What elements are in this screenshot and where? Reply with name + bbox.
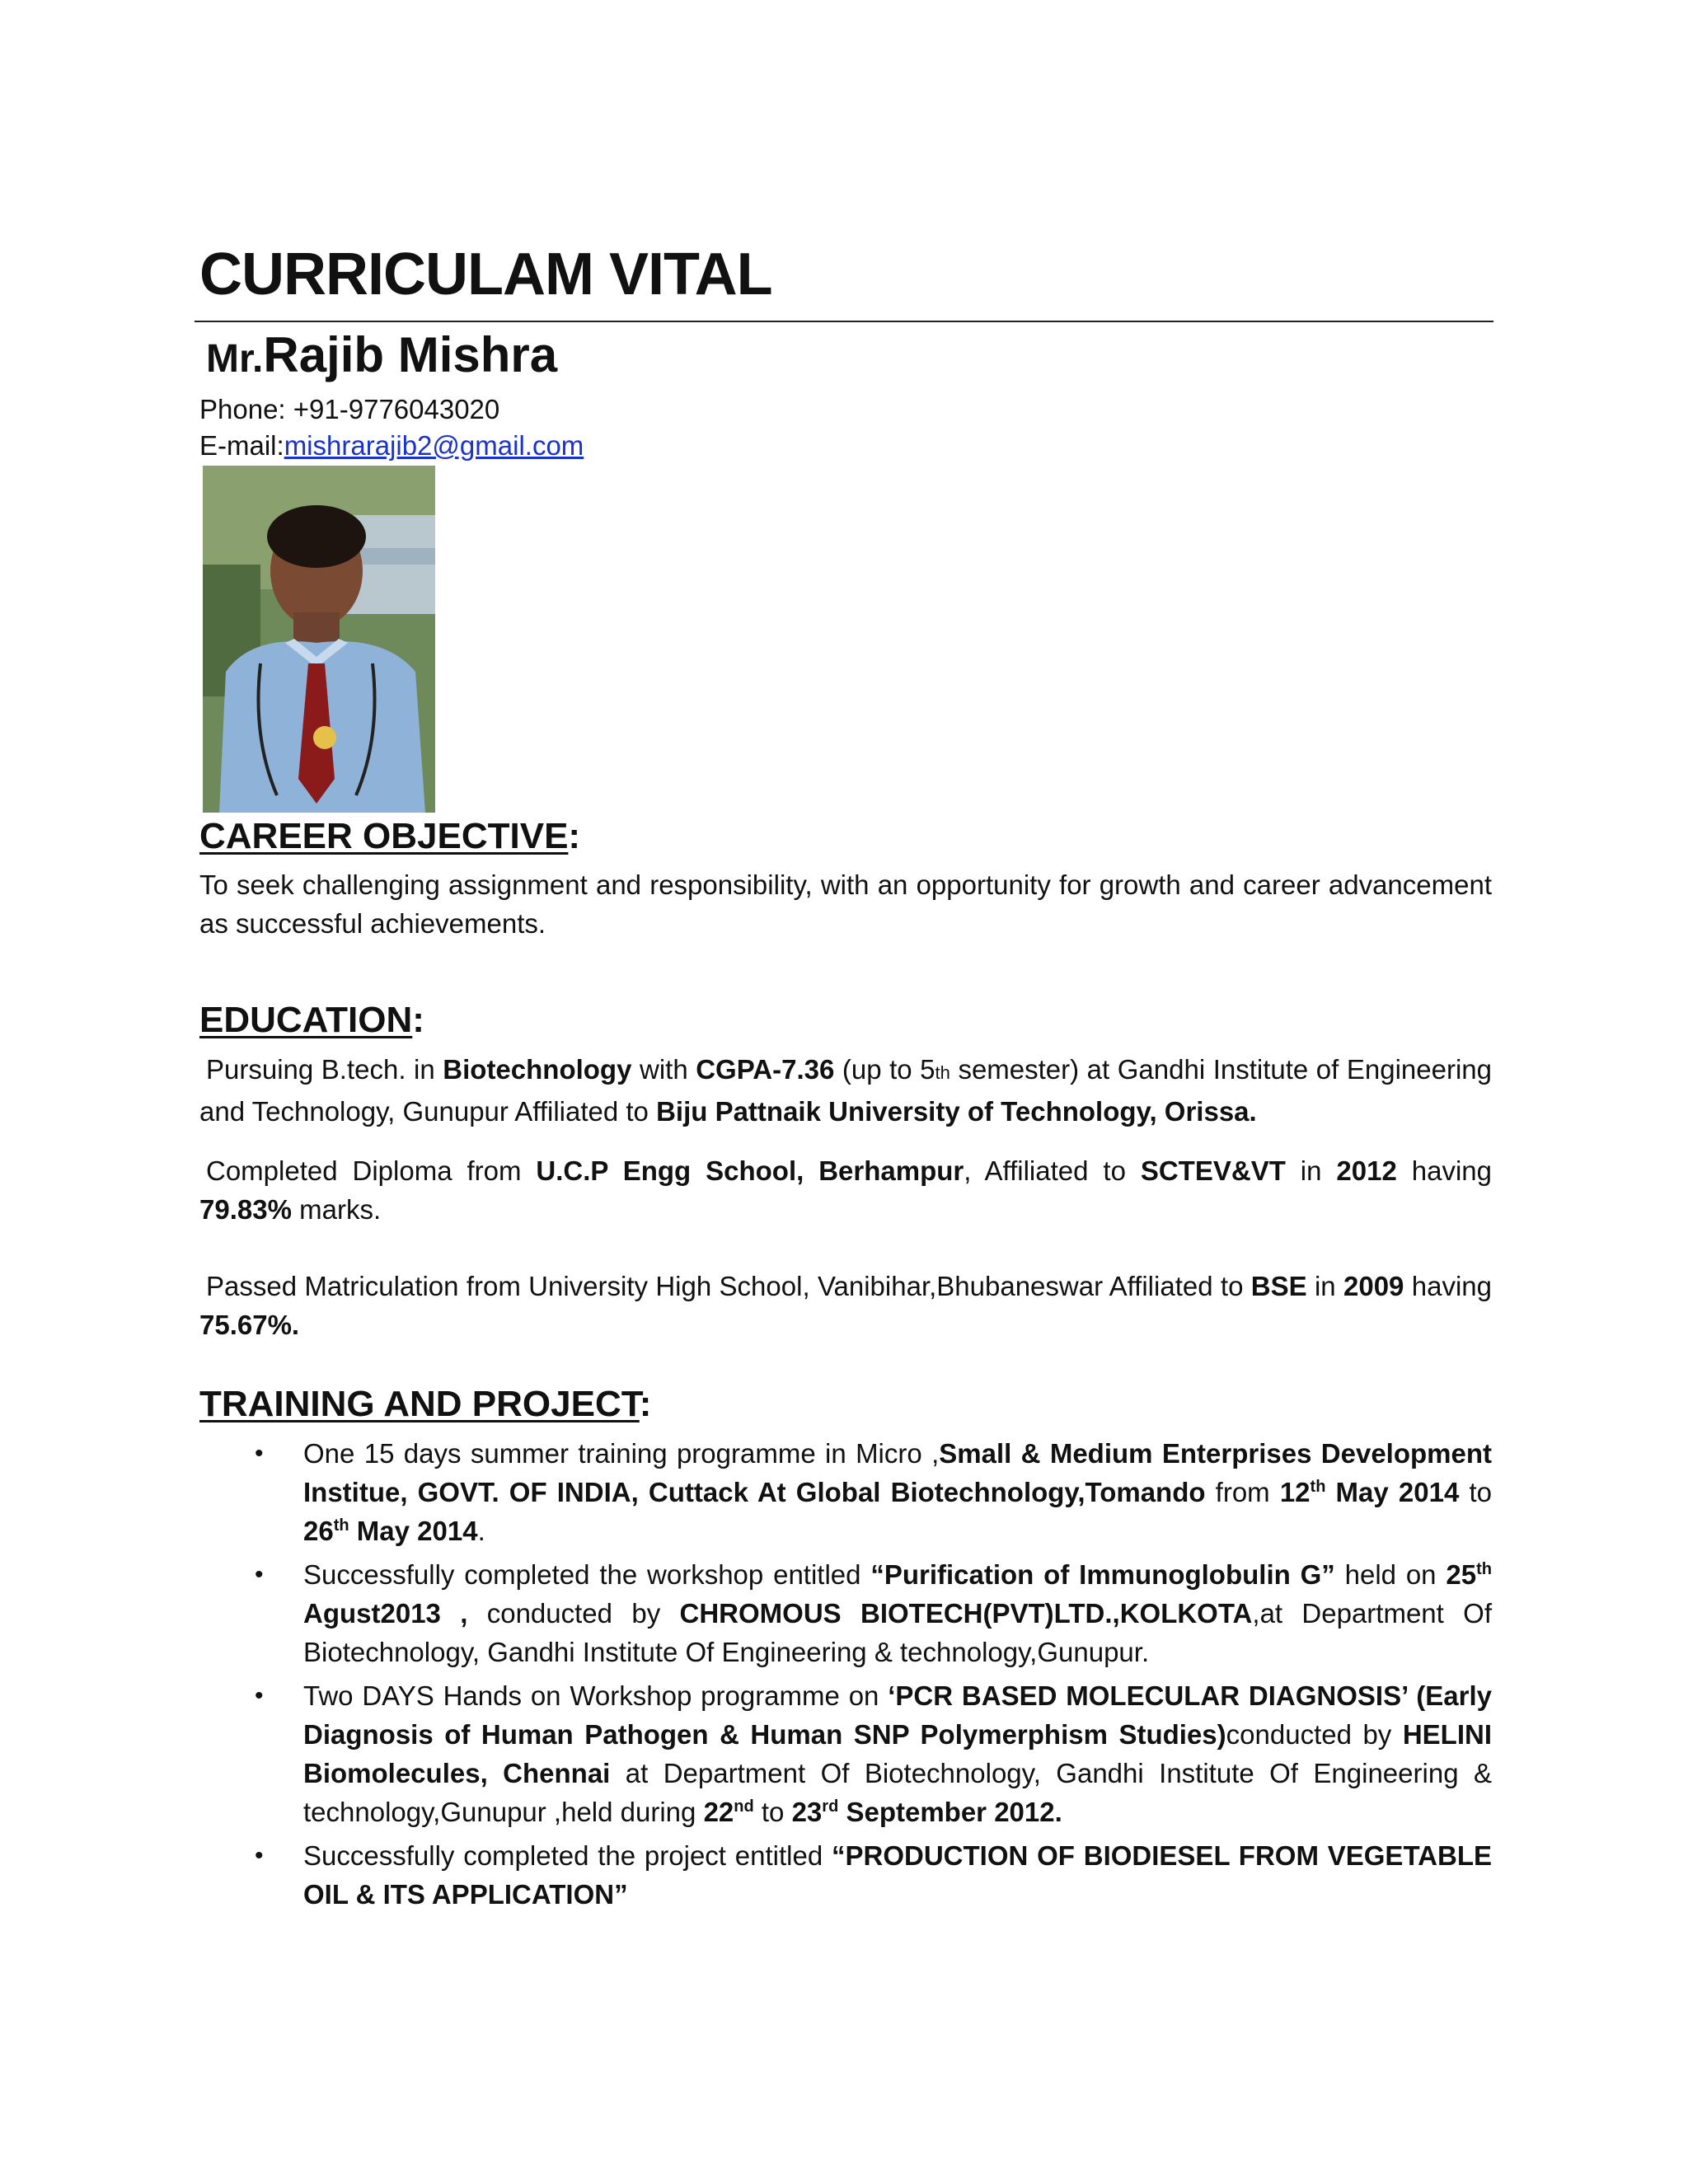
career-heading-text: CAREER OBJECTIVE [199,816,569,856]
email-line [199,430,584,462]
training-heading-colon: : [639,1384,652,1424]
career-objective-heading [199,816,580,857]
name-prefix: Mr. [206,337,264,381]
list-item: • One 15 days summer training programme in Micro ,Small & Medium Enterprises Development Institue, GOVT. OF INDIA, Cuttack At Global Biotechnology,Tomando from 12th May 2014 to 26th May 2014. [199,1434,1492,1550]
title-divider [195,321,1493,322]
phone-line [199,394,499,425]
education-entry-diploma: Completed Diploma from U.C.P Engg School, Berhampur, Affiliated to SCTEV&VT in 2012 having 79.83% marks. [199,1155,1492,1225]
education-heading-text: EDUCATION [199,1000,413,1040]
portrait-illustration [203,466,435,813]
education-entry-btech: Pursuing B.tech. in Biotechnology with CGPA-7.36 (up to 5th semester) at Gandhi Institute of Engineering and Technology, Gunupur Affiliated to Biju Pattnaik University of Technology, Orissa. [199,1054,1492,1127]
phone-number: +91-9776043020 [293,394,500,424]
phone-label: Phone: [199,394,293,424]
education-heading [199,1000,424,1041]
career-objective-text: To seek challenging assignment and responsibility, with an opportunity for growth and career advancement as successful achievements. [199,869,1492,939]
profile-photo [203,466,435,813]
list-item: • Successfully completed the project entitled “PRODUCTION OF BIODIESEL FROM VEGETABLE OIL & ITS APPLICATION” [199,1836,1492,1914]
education-heading-colon: : [412,1000,424,1040]
document-title: CURRICULAM VITAL [199,241,772,307]
career-heading-colon: : [568,816,581,856]
candidate-name [206,326,557,383]
name-text: Rajib Mishra [263,327,558,382]
training-list [199,1434,1492,1919]
training-heading-text: TRAINING AND PROJECT [199,1384,640,1424]
bullet-icon: • [255,1682,264,1709]
list-item: • Successfully completed the workshop entitled “Purification of Immunoglobulin G” held on 25th Agust2013 , conducted by CHROMOUS BIOTECH(PVT)LTD.,KOLKOTA,at Department Of Biotechnology, Gandhi Institute Of Engineering & technology,Gunupur. [199,1555,1492,1671]
list-item: • Two DAYS Hands on Workshop programme on ‘PCR BASED MOLECULAR DIAGNOSIS’ (Early Diagnosis of Human Pathogen & Human SNP Polymerphism Studies)conducted by HELINI Biomolecules, Chennai at Department Of Biotechnology, Gandhi Institute Of Engineering & technology,Gunupur ,held during 22nd to 23rd September 2012. [199,1676,1492,1831]
bullet-icon: • [255,1842,264,1869]
bullet-icon: • [255,1561,264,1588]
email-label: E-mail: [199,430,284,461]
training-heading [199,1384,651,1425]
email-link[interactable]: mishrarajib2@gmail.com [284,430,584,461]
bullet-icon: • [255,1440,264,1467]
education-entry-matriculation: Passed Matriculation from University High School, Vanibihar,Bhubaneswar Affiliated to BSE in 2009 having 75.67%. [199,1271,1492,1340]
